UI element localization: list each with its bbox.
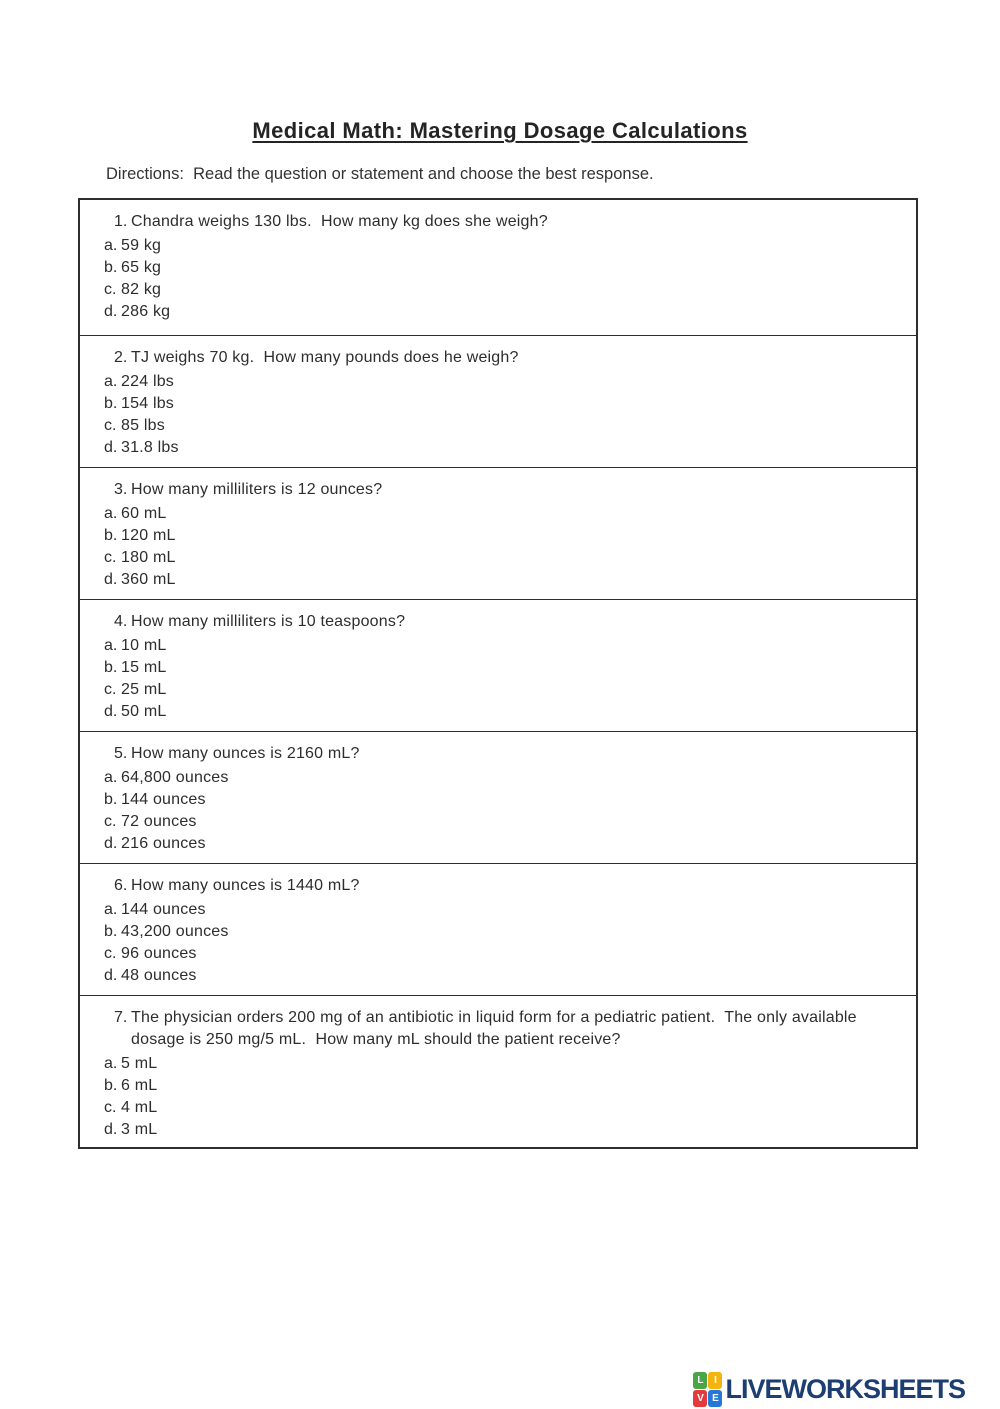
- question-row-5: [80, 731, 916, 863]
- option-letter: b.: [104, 395, 118, 412]
- question-line: [80, 875, 916, 897]
- question-number: 4.: [114, 613, 128, 630]
- option-letter: d.: [104, 571, 118, 588]
- question-number: 7.: [114, 1009, 128, 1026]
- answer-option-b[interactable]: [80, 1075, 916, 1097]
- option-letter: b.: [104, 259, 118, 276]
- question-prompt: How many milliliters is 12 ounces?: [131, 481, 383, 498]
- question-number: 5.: [114, 745, 128, 762]
- directions-text: Directions: Read the question or statement and choose the best response.: [106, 165, 654, 183]
- option-letter: d.: [104, 835, 118, 852]
- option-text: 154 lbs: [121, 395, 174, 412]
- answer-option-c[interactable]: [80, 547, 916, 569]
- answer-option-a[interactable]: [80, 767, 916, 789]
- question-line: [80, 347, 916, 369]
- option-letter: c.: [104, 1099, 117, 1116]
- answer-option-a[interactable]: [80, 235, 916, 257]
- option-letter: d.: [104, 303, 118, 320]
- option-letter: a.: [104, 373, 118, 390]
- answer-option-c[interactable]: [80, 943, 916, 965]
- answer-option-b[interactable]: [80, 393, 916, 415]
- question-row-7: [80, 995, 916, 1147]
- question-number: 1.: [114, 213, 128, 230]
- answer-option-a[interactable]: [80, 899, 916, 921]
- option-text: 224 lbs: [121, 373, 174, 390]
- answer-option-d[interactable]: [80, 1119, 916, 1141]
- option-letter: c.: [104, 681, 117, 698]
- question-number: 2.: [114, 349, 128, 366]
- question-line: [80, 1007, 916, 1051]
- option-letter: c.: [104, 417, 117, 434]
- question-prompt: How many ounces is 1440 mL?: [131, 877, 360, 894]
- answer-option-a[interactable]: [80, 1053, 916, 1075]
- option-letter: a.: [104, 769, 118, 786]
- option-letter: c.: [104, 945, 117, 962]
- option-letter: d.: [104, 703, 118, 720]
- liveworksheets-icon: [693, 1372, 722, 1407]
- question-prompt: The physician orders 200 mg of an antibiotic in liquid form for a pediatric patient. The only available dosage is 250 mg/5 mL. How many mL should the patient receive?: [131, 1009, 862, 1048]
- answer-option-c[interactable]: [80, 679, 916, 701]
- option-letter: a.: [104, 237, 118, 254]
- option-letter: b.: [104, 659, 118, 676]
- option-text: 25 mL: [121, 681, 167, 698]
- question-row-6: [80, 863, 916, 995]
- option-text: 82 kg: [121, 281, 162, 298]
- option-text: 144 ounces: [121, 901, 206, 918]
- option-letter: a.: [104, 1055, 118, 1072]
- option-letter: b.: [104, 923, 118, 940]
- answer-option-d[interactable]: [80, 437, 916, 459]
- option-text: 65 kg: [121, 259, 162, 276]
- answer-option-c[interactable]: [80, 279, 916, 301]
- answer-option-b[interactable]: [80, 657, 916, 679]
- question-row-3: [80, 467, 916, 599]
- option-letter: b.: [104, 791, 118, 808]
- answer-option-d[interactable]: [80, 569, 916, 591]
- option-letter: b.: [104, 1077, 118, 1094]
- answer-option-c[interactable]: [80, 415, 916, 437]
- page-title: Medical Math: Mastering Dosage Calculations: [252, 118, 748, 143]
- option-text: 144 ounces: [121, 791, 206, 808]
- option-text: 48 ounces: [121, 967, 197, 984]
- option-letter: a.: [104, 637, 118, 654]
- option-text: 60 mL: [121, 505, 167, 522]
- answer-option-a[interactable]: [80, 635, 916, 657]
- answer-option-a[interactable]: [80, 371, 916, 393]
- option-letter: a.: [104, 505, 118, 522]
- option-text: 31.8 lbs: [121, 439, 179, 456]
- option-text: 96 ounces: [121, 945, 197, 962]
- question-number: 6.: [114, 877, 128, 894]
- option-letter: d.: [104, 1121, 118, 1138]
- question-prompt: Chandra weighs 130 lbs. How many kg does she weigh?: [131, 213, 548, 230]
- option-text: 43,200 ounces: [121, 923, 229, 940]
- liveworksheets-wordmark: LIVEWORKSHEETS: [725, 1374, 965, 1404]
- option-text: 120 mL: [121, 527, 176, 544]
- option-text: 10 mL: [121, 637, 167, 654]
- option-text: 6 mL: [121, 1077, 158, 1094]
- option-letter: d.: [104, 439, 118, 456]
- option-text: 59 kg: [121, 237, 162, 254]
- question-prompt: How many milliliters is 10 teaspoons?: [131, 613, 406, 630]
- option-text: 85 lbs: [121, 417, 165, 434]
- option-text: 4 mL: [121, 1099, 158, 1116]
- option-letter: c.: [104, 813, 117, 830]
- icon-square-l: L: [693, 1372, 707, 1389]
- icon-square-e: E: [708, 1390, 722, 1407]
- answer-option-d[interactable]: [80, 701, 916, 723]
- answer-option-d[interactable]: [80, 965, 916, 987]
- answer-option-d[interactable]: [80, 833, 916, 855]
- option-text: 5 mL: [121, 1055, 158, 1072]
- option-text: 50 mL: [121, 703, 167, 720]
- answer-option-c[interactable]: [80, 1097, 916, 1119]
- option-text: 180 mL: [121, 549, 176, 566]
- icon-square-i: I: [708, 1372, 722, 1389]
- icon-square-v: V: [693, 1390, 707, 1407]
- option-text: 360 mL: [121, 571, 176, 588]
- questions-table: [78, 198, 918, 1149]
- option-letter: c.: [104, 549, 117, 566]
- option-text: 216 ounces: [121, 835, 206, 852]
- question-line: [80, 479, 916, 501]
- answer-option-a[interactable]: [80, 503, 916, 525]
- answer-option-b[interactable]: [80, 921, 916, 943]
- question-row-1: [80, 200, 916, 335]
- answer-option-d[interactable]: [80, 301, 916, 323]
- liveworksheets-logo[interactable]: [693, 1372, 965, 1407]
- answer-option-b[interactable]: [80, 525, 916, 547]
- question-line: [80, 211, 916, 233]
- question-row-4: [80, 599, 916, 731]
- option-text: 64,800 ounces: [121, 769, 229, 786]
- answer-option-b[interactable]: [80, 257, 916, 279]
- answer-option-c[interactable]: [80, 811, 916, 833]
- option-letter: c.: [104, 281, 117, 298]
- answer-option-b[interactable]: [80, 789, 916, 811]
- option-text: 72 ounces: [121, 813, 197, 830]
- option-letter: b.: [104, 527, 118, 544]
- option-text: 15 mL: [121, 659, 167, 676]
- question-row-2: [80, 335, 916, 467]
- option-text: 3 mL: [121, 1121, 158, 1138]
- option-letter: d.: [104, 967, 118, 984]
- option-text: 286 kg: [121, 303, 171, 320]
- question-prompt: How many ounces is 2160 mL?: [131, 745, 360, 762]
- question-line: [80, 611, 916, 633]
- question-line: [80, 743, 916, 765]
- option-letter: a.: [104, 901, 118, 918]
- question-prompt: TJ weighs 70 kg. How many pounds does he weigh?: [131, 349, 519, 366]
- question-number: 3.: [114, 481, 128, 498]
